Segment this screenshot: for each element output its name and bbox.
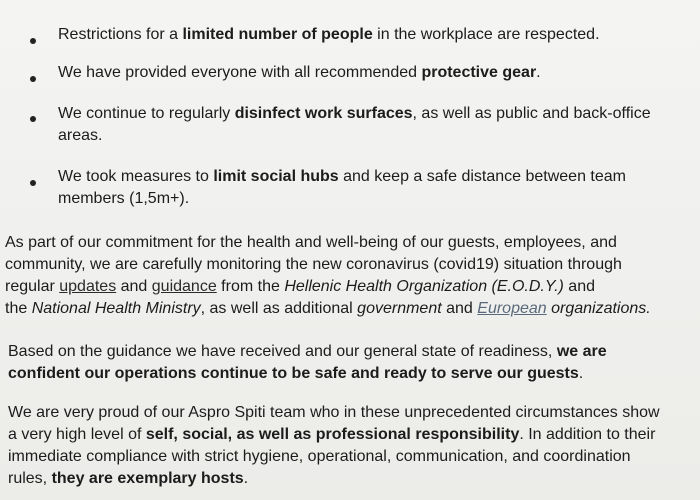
text-line: confident our operations continue to be safe and ready to serve our guests. xyxy=(8,365,584,382)
text-line: areas. xyxy=(58,127,103,144)
italic-phrase: government xyxy=(357,300,442,317)
bullet-dot xyxy=(30,116,36,122)
text-line: immediate compliance with strict hygiene, operational, communication, and coordination xyxy=(8,448,631,465)
text-line: We have provided everyone with all recommended protective gear. xyxy=(58,64,541,81)
bold-phrase: they are exemplary hosts xyxy=(51,470,244,487)
text-line: Restrictions for a limited number of people in the workplace are respected. xyxy=(58,26,600,43)
bold-phrase: disinfect work surfaces xyxy=(234,105,413,122)
text-line: We took measures to limit social hubs and keep a safe distance between team xyxy=(58,168,626,185)
bullet-text-1 xyxy=(58,24,688,46)
bold-phrase: protective gear xyxy=(421,64,537,81)
paragraph-guidance xyxy=(8,341,698,385)
bullet-dot xyxy=(30,76,36,82)
underlined-link: guidance xyxy=(151,278,217,295)
text-line: members (1,5m+). xyxy=(58,190,190,207)
text-line: We are very proud of our Aspro Spiti team who in these unprecedented circumstances show xyxy=(8,404,660,421)
bold-phrase: limited number of people xyxy=(182,26,373,43)
text-line: rules, they are exemplary hosts. xyxy=(8,470,249,487)
text-line: community, we are carefully monitoring the new coronavirus (covid19) situation through xyxy=(5,256,622,273)
paragraph-team xyxy=(8,402,698,490)
bullet-dot xyxy=(30,180,36,186)
text-line: We continue to regularly disinfect work surfaces, as well as public and back-office xyxy=(58,105,651,122)
bold-phrase: confident our operations continue to be safe and ready to serve our guests xyxy=(8,365,579,382)
text-line: regular updates and guidance from the Hellenic Health Organization (E.O.D.Y.) and xyxy=(5,278,595,295)
italic-phrase: Hellenic Health Organization (E.O.D.Y.) xyxy=(284,278,564,295)
bullet-dot xyxy=(30,38,36,44)
italic-phrase: organizations. xyxy=(551,300,651,317)
text-line: the National Health Ministry, as well as additional government and European organizations. xyxy=(5,300,651,317)
text-line: Based on the guidance we have received and our general state of readiness, we are xyxy=(8,343,607,360)
paragraph-monitoring xyxy=(5,232,695,320)
italic-phrase: National Health Ministry xyxy=(31,300,201,317)
bold-phrase: we are xyxy=(556,343,607,360)
underlined-link: updates xyxy=(59,278,117,295)
bullet-text-3 xyxy=(58,103,688,147)
bold-phrase: self, social, as well as professional responsibility xyxy=(145,426,520,443)
text-line: As part of our commitment for the health and well-being of our guests, employees, and xyxy=(5,234,617,251)
bullet-text-4 xyxy=(58,166,688,210)
text-line: a very high level of self, social, as well as professional responsibility. In addition to their xyxy=(8,426,656,443)
underlined-link: European xyxy=(477,300,547,317)
bold-phrase: limit social hubs xyxy=(213,168,339,185)
bullet-text-2 xyxy=(58,62,688,84)
